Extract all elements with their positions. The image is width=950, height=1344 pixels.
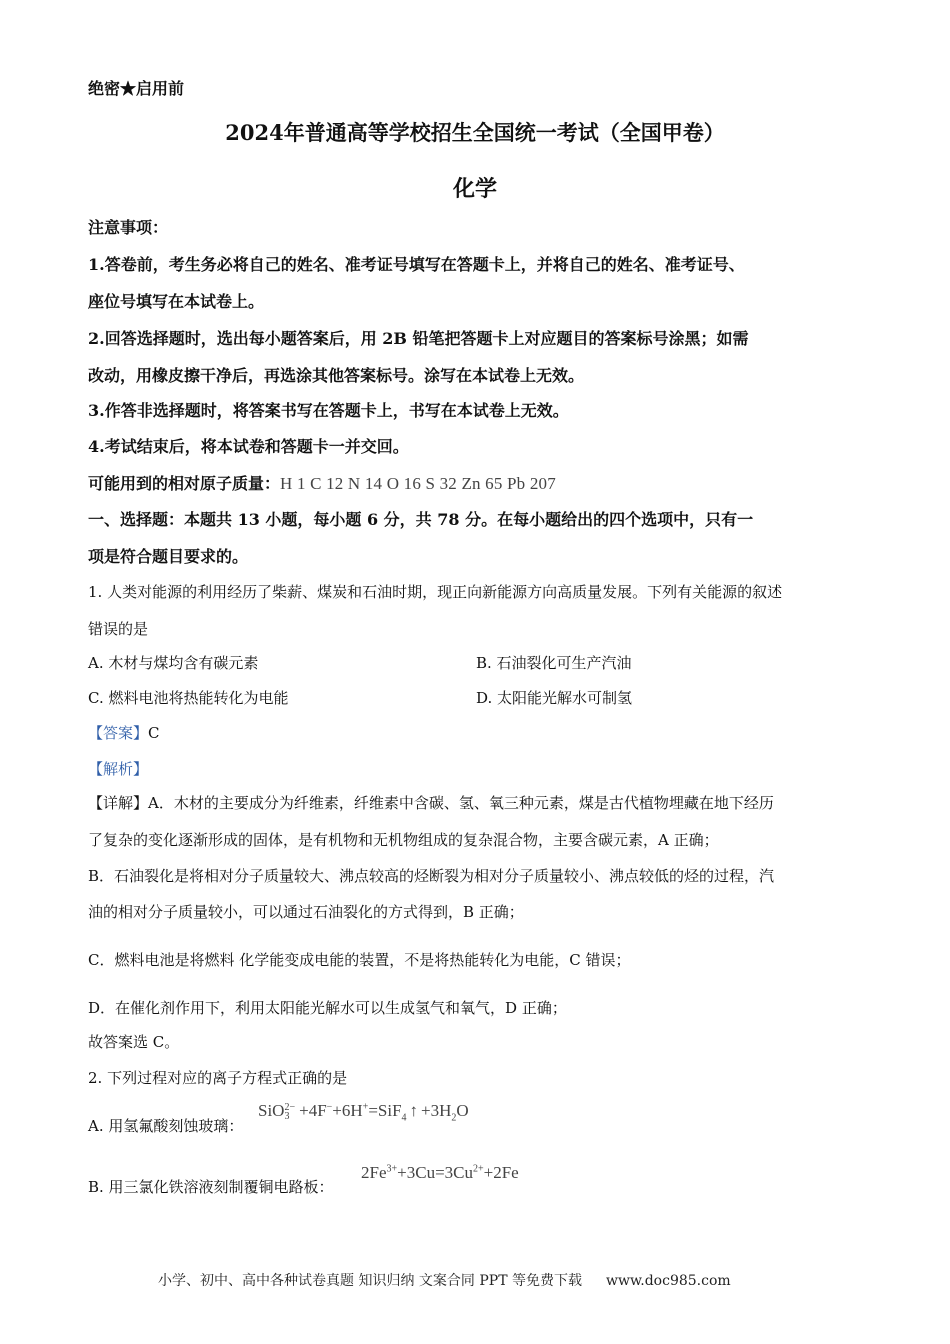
notes-item-3: 3.作答非选择题时，将答案书写在答题卡上，书写在本试卷上无效。 [88,401,569,420]
q1-answer-row [88,722,160,743]
q1-stem-line-1: 1. 人类对能源的利用经历了柴薪、煤炭和石油时期，现正向新能源方向高质量发展。下列有关能源的叙述 [88,583,783,601]
q2-option-b-equation: $2Fe^{3+}+3Cu=3Cu^{2+}+2Fe$ [361,1163,519,1182]
q1-detail-line-2: 了复杂的变化逐渐形成的固体，是有机物和无机物组成的复杂混合物，主要含碳元素，A 正确； [88,831,719,849]
atomic-mass-label: 可能用到的相对原子质量： [88,474,281,493]
q1-stem-line-2: 错误的是 [88,620,149,638]
q1-option-a: A. 木材与煤均含有碳元素 [88,654,259,672]
notes-item-4: 4.考试结束后，将本试卷和答题卡一并交回。 [88,437,409,456]
q1-detail-line-3: B．石油裂化是将相对分子质量较大、沸点较高的烃断裂为相对分子质量较小、沸点较低的烃的过程，汽 [88,867,775,885]
notes-item-1-line-2: 座位号填写在本试卷上。 [88,292,265,311]
section1-heading-line-1: 一、选择题：本题共 13 小题，每小题 6 分，共 78 分。在每小题给出的四个选项中，只有一 [88,510,754,529]
q1-conclusion: 故答案选 C。 [88,1033,180,1051]
confidential-label: 绝密★启用前 [88,79,185,98]
notes-heading: 注意事项： [88,218,169,237]
footer-text: 小学、初中、高中各种试卷真题 知识归纳 文案合同 PPT 等免费下载 [158,1273,582,1289]
notes-item-2-line-1: 2.回答选择题时，选出每小题答案后，用 2B 铅笔把答题卡上对应题目的答案标号涂黑；如需 [88,329,749,348]
footer-row [158,1270,731,1290]
answer-value: C [148,724,160,742]
q2-option-a-equation: SiO 2− 3 +4F−+6H+=SiF$_4$ ↑ $+3H_2O$ [258,1101,469,1124]
subject-title: 化学 [452,176,497,202]
q1-option-d: D. 太阳能光解水可制氢 [476,689,633,707]
q1-detail-line-1: 【详解】A．木材的主要成分为纤维素，纤维素中含碳、氢、氧三种元素，煤是古代植物埋藏在地下经历 [88,794,774,812]
q1-detail-line-6: D．在催化剂作用下，利用太阳能光解水可以生成氢气和氧气，D 正确； [88,999,567,1017]
q1-detail-line-4: 油的相对分子质量较小，可以通过石油裂化的方式得到，B 正确； [88,903,524,921]
q1-option-b: B. 石油裂化可生产汽油 [476,654,632,672]
q2-stem: 2. 下列过程对应的离子方程式正确的是 [88,1069,348,1087]
exam-title: 2024年普通高等学校招生全国统一考试（全国甲卷） [225,120,725,145]
footer-url[interactable]: www.doc985.com [605,1273,731,1289]
answer-label: 【答案】 [88,724,149,742]
atomic-mass-values: H 1 C 12 N 14 O 16 S 32 Zn 65 Pb 207 [280,474,556,493]
section1-heading-line-2: 项是符合题目要求的。 [88,547,249,566]
notes-item-2-line-2: 改动，用橡皮擦干净后，再选涂其他答案标号。涂写在本试卷上无效。 [88,366,585,385]
atomic-mass-row [88,471,556,494]
q1-option-c: C. 燃料电池将热能转化为电能 [88,689,289,707]
notes-item-1-line-1: 1.答卷前，考生务必将自己的姓名、准考证号填写在答题卡上，并将自己的姓名、准考证号、 [88,255,745,274]
analysis-label: 【解析】 [88,760,149,778]
q1-detail-line-5: C．燃料电池是将燃料 化学能变成电能的装置，不是将热能转化为电能，C 错误； [88,951,631,969]
q2-option-a-text: A. 用氢氟酸刻蚀玻璃： [88,1117,244,1135]
q2-option-b-text: B. 用三氯化铁溶液刻制覆铜电路板： [88,1178,334,1196]
